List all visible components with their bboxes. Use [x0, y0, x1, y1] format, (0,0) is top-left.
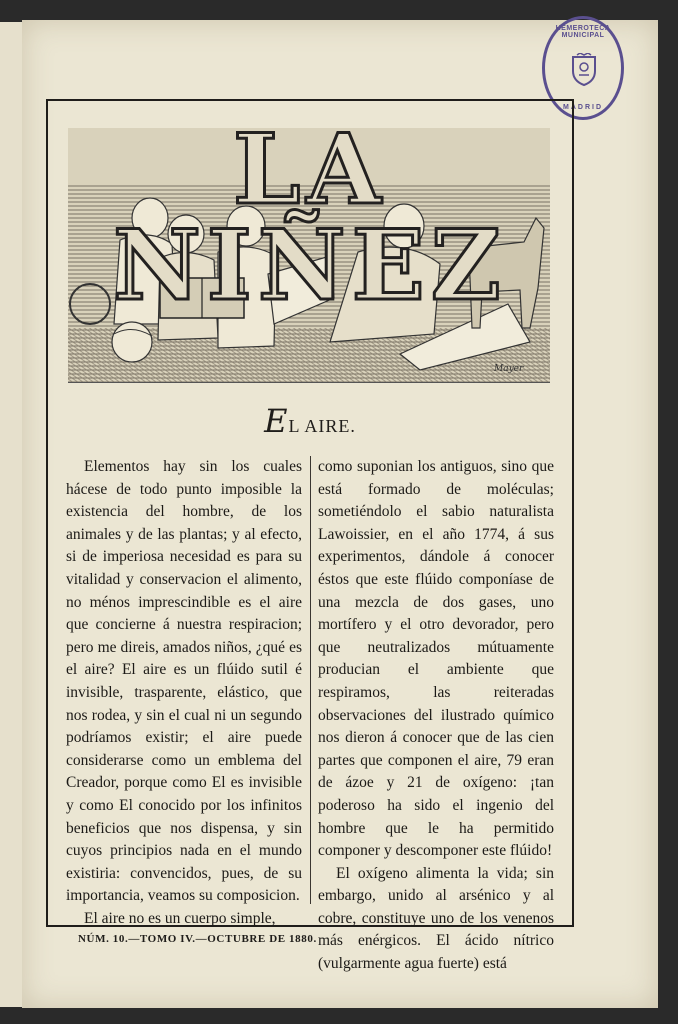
facing-page-edge [0, 22, 23, 1007]
column-divider [310, 456, 311, 904]
paragraph: El aire no es un cuerpo simple, [84, 909, 276, 927]
paragraph: Elementos hay sin los cuales hácese de todo punto imposible la existencia del hombre, de los animales y de las plantas; y al efecto, si de imperiosa necesidad es para su vitalidad y conservacion el alimento, no ménos imprescindible es el aire que concierne á nuestra respiracion; pero me direis, amados niños, ¿qué es el aire? El aire es un flúido sutil é invisible, trasparente, elástico, que nos rodea, y sin el cual ni un segundo podríamos existir; el aire puede considerarse como un emblema del Creador, porque como El es invisible y como El conocido por los infinitos beneficios que nos dispensa, y sin cuyos principios nada en el mundo existiria: convencidos, pues, de su importancia, veamos su composicion. [66, 458, 302, 905]
article-column-right [318, 456, 554, 976]
stamp-bottom-text: MADRID [563, 104, 603, 111]
paragraph: El oxígeno alimenta la vida; sin embargo, unido al arsénico y al cobre, constituye uno de los venenos más enérgicos. El ácido nítrico (vulgarmente agua fuerte) está [318, 864, 554, 973]
article-title [46, 402, 574, 440]
issue-footer: NÚM. 10.—TOMO IV.—OCTUBRE DE 1880. [78, 933, 317, 945]
crest-icon [569, 53, 599, 87]
paragraph: como suponian los antiguos, sino que está formado de moléculas; sometiéndolo el sabio naturalista Lawoissier, en el año 1774, á sus experimentos, dándole á conocer éstos que este flúido componíase de una mezcla de dos gases, uno mortífero y el otro devorador, pero que neutralizados mútuamente producian el ambiente que respiramos, las reiteradas observaciones del ilustrado químico nos dieron á conocer que de las cien partes que componen el aire, 79 eran de ázoe y 21 de oxígeno: ¡tan poderoso ha sido el ingenio del hombre que le ha permitido componer y descomponer este flúido! [318, 458, 554, 860]
article-title-rest: L AIRE. [288, 416, 356, 436]
article-title-initial: E [264, 402, 289, 440]
stamp-top-text: HEMEROTECA MUNICIPAL [555, 25, 611, 39]
article-column-left [66, 456, 302, 930]
magazine-title: LA NIÑEZ [113, 113, 507, 322]
engraver-signature: Mayer [494, 364, 524, 374]
